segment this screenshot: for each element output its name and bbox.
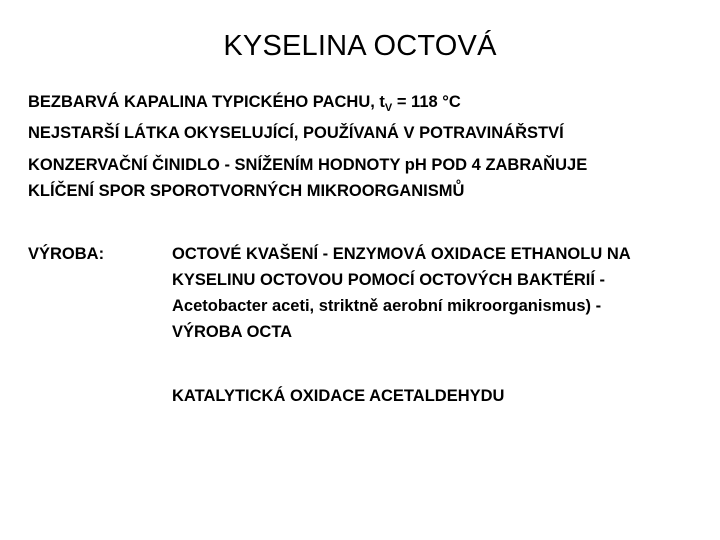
property-line-oldest-acid: NEJSTARŠÍ LÁTKA OKYSELUJÍCÍ, POUŽÍVANÁ V POTRAVINÁŘSTVÍ — [28, 124, 564, 142]
production-method-fermentation-line-1: OCTOVÉ KVAŠENÍ - ENZYMOVÁ OXIDACE ETHANOLU NA — [172, 245, 631, 263]
boiling-point-value: = 118 °C — [392, 93, 461, 111]
production-method-fermentation-line-2: KYSELINU OCTOVOU POMOCÍ OCTOVÝCH BAKTÉRIÍ - — [172, 271, 606, 289]
property-line-spores: KLÍČENÍ SPOR SPOROTVORNÝCH MIKROORGANISMŮ — [28, 182, 465, 200]
property-line-preservative: KONZERVAČNÍ ČINIDLO - SNÍŽENÍM HODNOTY pH POD 4 ZABRAŇUJE — [28, 156, 588, 174]
slide-title: KYSELINA OCTOVÁ — [223, 30, 497, 62]
property-line-boiling-point — [28, 92, 461, 112]
production-label: VÝROBA: — [28, 245, 105, 263]
production-method-fermentation-line-3: Acetobacter aceti, striktně aerobní mikroorganismus) - — [172, 297, 602, 315]
boiling-point-text: BEZBARVÁ KAPALINA TYPICKÉHO PACHU, t — [28, 93, 385, 111]
production-method-catalytic-oxidation: KATALYTICKÁ OXIDACE ACETALDEHYDU — [172, 387, 505, 405]
production-method-fermentation-line-4: VÝROBA OCTA — [172, 323, 293, 341]
boiling-point-subscript: V — [384, 102, 393, 114]
